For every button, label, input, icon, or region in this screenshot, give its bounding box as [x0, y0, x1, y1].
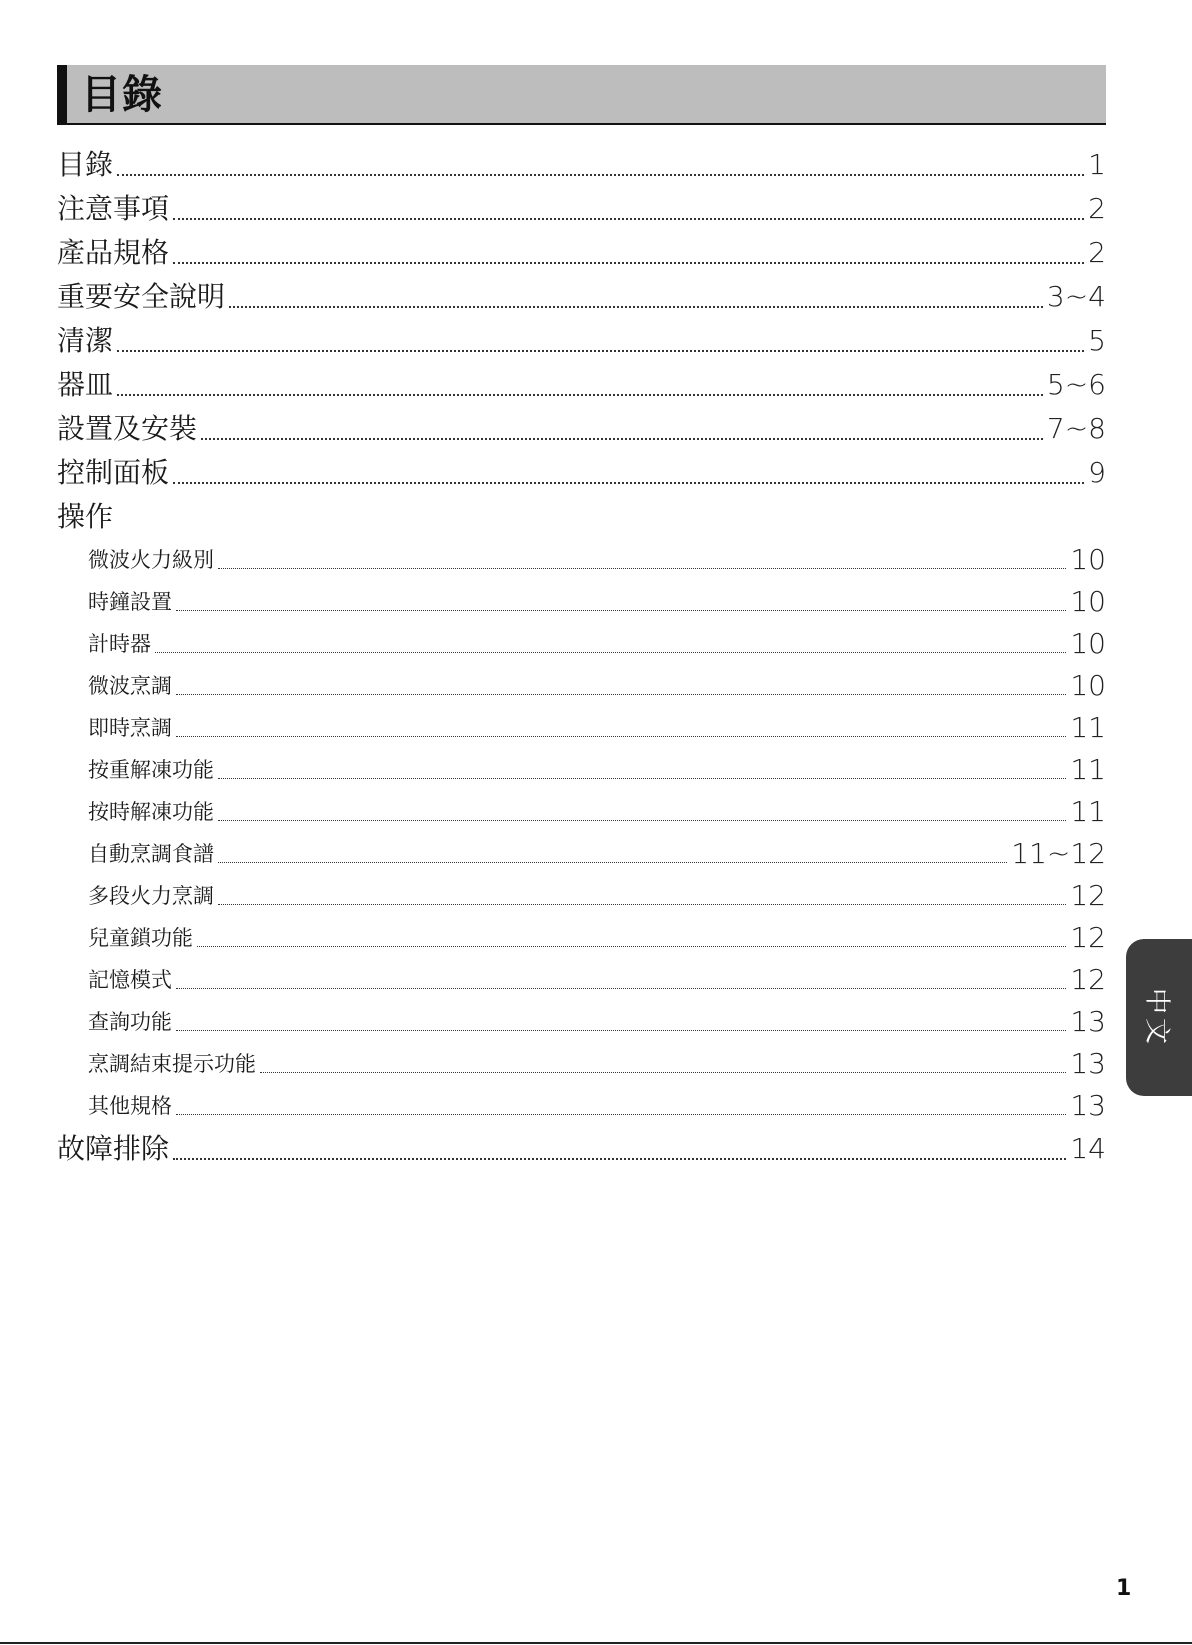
dot-leader — [173, 218, 1084, 220]
toc-entry-page: 3~4 — [1046, 280, 1106, 313]
toc-entry[interactable] — [57, 189, 1106, 229]
dot-leader — [197, 946, 1066, 947]
toc-subentry-label: 兒童鎖功能 — [88, 926, 193, 950]
dot-leader — [173, 1158, 1066, 1160]
toc-subentry-page: 11 — [1070, 753, 1106, 786]
dot-leader — [117, 350, 1084, 352]
toc-subentry-label: 即時烹調 — [88, 716, 172, 740]
toc-subentry-label: 按時解凍功能 — [88, 800, 214, 824]
dot-leader — [260, 1072, 1066, 1073]
toc-subentry-page: 11~12 — [1011, 837, 1106, 870]
toc-subentry-page: 11 — [1070, 711, 1106, 744]
toc-entry-label: 目錄 — [57, 148, 114, 181]
toc-subentry-label: 按重解凍功能 — [88, 758, 214, 782]
toc-entry-page: 5~6 — [1046, 368, 1106, 401]
toc-entry[interactable] — [57, 453, 1106, 493]
toc-entry-label: 重要安全說明 — [57, 280, 226, 313]
toc-subentry[interactable] — [88, 1005, 1106, 1039]
dot-leader — [176, 694, 1066, 695]
toc-entry[interactable] — [57, 409, 1106, 449]
page-number: 1 — [1116, 1576, 1132, 1601]
dot-leader — [155, 652, 1066, 653]
toc-subentry-label: 計時器 — [88, 632, 151, 656]
toc-subentry[interactable] — [88, 543, 1106, 577]
toc-entry-page: 1 — [1088, 148, 1106, 181]
toc-subentry-page: 12 — [1070, 921, 1106, 954]
toc-subentry[interactable] — [88, 837, 1106, 871]
toc-entry-label: 控制面板 — [57, 456, 170, 489]
toc-entry[interactable] — [57, 321, 1106, 361]
toc-subentry[interactable] — [88, 1089, 1106, 1123]
toc-subentry[interactable] — [88, 669, 1106, 703]
dot-leader — [176, 1030, 1066, 1031]
toc-entry[interactable] — [57, 145, 1106, 185]
toc-subentry-page: 11 — [1070, 795, 1106, 828]
toc-subentry-page: 10 — [1070, 669, 1106, 702]
toc-subentry[interactable] — [88, 963, 1106, 997]
toc-entry[interactable] — [57, 1129, 1106, 1169]
toc-subentry-label: 記憶模式 — [88, 968, 172, 992]
toc-entry-page: 14 — [1070, 1132, 1106, 1165]
toc-entry[interactable] — [57, 365, 1106, 405]
toc-entry-label: 操作 — [57, 500, 114, 533]
page-title: 目錄 — [81, 72, 163, 118]
toc-subentry-label: 多段火力烹調 — [88, 884, 214, 908]
toc-entry-page: 9 — [1088, 456, 1106, 489]
toc-entry-label: 故障排除 — [57, 1132, 170, 1165]
toc-subentry-label: 其他規格 — [88, 1094, 172, 1118]
header-accent-bar — [57, 65, 67, 123]
toc-section-heading[interactable] — [57, 497, 1106, 537]
toc-subentry[interactable] — [88, 1047, 1106, 1081]
bottom-divider — [0, 1642, 1192, 1644]
toc-subentry-page: 10 — [1070, 543, 1106, 576]
dot-leader — [117, 174, 1084, 176]
toc-subentry-label: 時鐘設置 — [88, 590, 172, 614]
toc-subentry-label: 微波火力級別 — [88, 548, 214, 572]
toc-subentry-page: 10 — [1070, 627, 1106, 660]
toc-subentry[interactable] — [88, 585, 1106, 619]
dot-leader — [176, 988, 1066, 989]
dot-leader — [201, 438, 1043, 440]
toc-subentry[interactable] — [88, 921, 1106, 955]
toc-subentry-page: 13 — [1070, 1047, 1106, 1080]
dot-leader — [218, 568, 1066, 569]
toc-subentry-label: 烹調結束提示功能 — [88, 1052, 256, 1076]
toc-entry-label: 注意事項 — [57, 192, 170, 225]
toc-header-bar — [57, 65, 1106, 125]
toc-subentry[interactable] — [88, 795, 1106, 829]
dot-leader — [218, 820, 1066, 821]
toc-subentry-label: 微波烹調 — [88, 674, 172, 698]
toc-subentry-page: 13 — [1070, 1005, 1106, 1038]
dot-leader — [173, 482, 1084, 484]
toc-subentry[interactable] — [88, 711, 1106, 745]
toc-subentry-label: 自動烹調食譜 — [88, 842, 214, 866]
dot-leader — [117, 394, 1043, 396]
dot-leader — [176, 610, 1066, 611]
language-tab-label: 中文 — [1141, 987, 1172, 1048]
dot-leader — [229, 306, 1043, 308]
dot-leader — [173, 262, 1084, 264]
dot-leader — [218, 862, 1007, 863]
toc-subentry-page: 12 — [1070, 879, 1106, 912]
toc-entry-page: 7~8 — [1046, 412, 1106, 445]
dot-leader — [218, 778, 1066, 779]
toc-subentry-page: 12 — [1070, 963, 1106, 996]
toc-entry[interactable] — [57, 277, 1106, 317]
toc-subentry-page: 10 — [1070, 585, 1106, 618]
toc-subentry[interactable] — [88, 753, 1106, 787]
toc-entry-page: 2 — [1088, 192, 1106, 225]
toc-entry-label: 清潔 — [57, 324, 114, 357]
dot-leader — [176, 736, 1066, 737]
toc-entry-page: 5 — [1088, 324, 1106, 357]
toc-subentry-label: 查詢功能 — [88, 1010, 172, 1034]
toc-subentry-page: 13 — [1070, 1089, 1106, 1122]
toc-entry[interactable] — [57, 233, 1106, 273]
language-tab[interactable] — [1126, 939, 1192, 1096]
dot-leader — [176, 1114, 1066, 1115]
toc-entry-label: 設置及安裝 — [57, 412, 198, 445]
toc-subentry[interactable] — [88, 879, 1106, 913]
dot-leader — [218, 904, 1066, 905]
toc-subentry[interactable] — [88, 627, 1106, 661]
toc-entry-label: 產品規格 — [57, 236, 170, 269]
toc-entry-label: 器皿 — [57, 368, 114, 401]
toc-entry-page: 2 — [1088, 236, 1106, 269]
